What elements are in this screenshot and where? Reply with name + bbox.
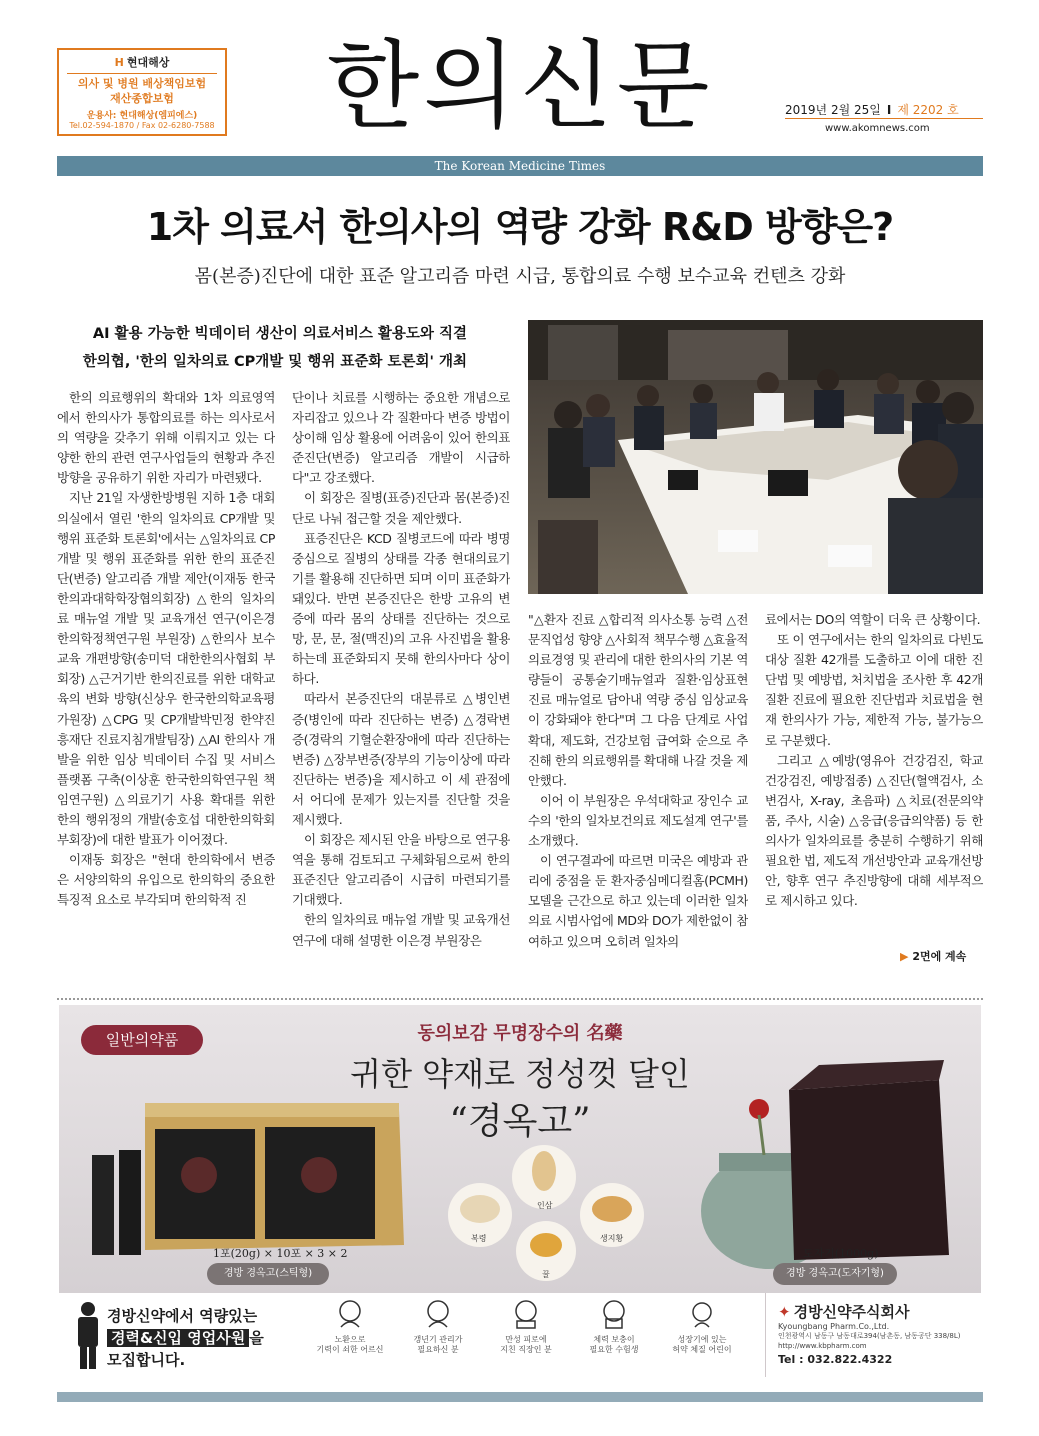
herb-label: 생지황 bbox=[600, 1234, 624, 1243]
paragraph: 료에서는 DO의 역할이 더욱 큰 상황이다. bbox=[765, 612, 981, 627]
paragraph: 한의 일차의료 매뉴얼 개발 및 교육개선 연구에 대해 설명한 이은경 부원장은 bbox=[292, 912, 510, 948]
paragraph: 한의 의료행위의 확대와 1차 의료영역에서 한의사가 통합의료를 하는 의사로서의 역량을 갖추기 위해 이뤄지고 있는 다양한 한의 관련 연구사업들의 현황과 추진 방향을 공유하기 위한 자리가 마련됐다. bbox=[57, 390, 275, 486]
issue-number: 제 2202 호 bbox=[897, 103, 959, 117]
stick-spec: 1포(20g) × 10포 × 3 × 2 bbox=[213, 1247, 348, 1260]
paragraph: 이재동 회장은 "현대 한의학에서 변증은 서양의학의 유입으로 한의학의 중요한 특징적 요소로 부각되며 한의학적 진 bbox=[57, 852, 275, 908]
target-caption: 갱년기 관리가 필요하신 분 bbox=[413, 1335, 463, 1354]
insurance-line1: 의사 및 병원 배상책임보험 bbox=[77, 77, 207, 90]
recruit-tail: 을 bbox=[249, 1329, 264, 1347]
target-office-worker bbox=[481, 1299, 571, 1355]
businessman-icon bbox=[73, 1301, 103, 1371]
website-link[interactable]: www.akomnews.com bbox=[825, 123, 930, 134]
article-subheadline: 몸(본증)진단에 대한 표준 알고리즘 마련 시급, 통합의료 수행 보수교육 컨텐츠 강화 bbox=[194, 266, 846, 287]
paragraph: 표증진단은 KCD 질병코드에 따라 병명중심으로 질병의 상태를 각종 현대의료기기를 활용해 진단하면 되며 이미 표준화가 돼있다. 반면 본증진단은 한방 고유의 변증에 따라 몸의 상태를 진단하는 것으로 망, 문, 문, 절(맥진)의 고유 사진법을 활용하는데 표준화되지 못해 한의사마다 상이하다. bbox=[292, 530, 510, 687]
target-elderly bbox=[305, 1299, 395, 1355]
paragraph: 또 이 연구에서는 한의 일차의료 다빈도 대상 질환 42개를 도출하고 이에 대한 진단법 및 예방법, 처치법을 조사한 후 42개 질환 진료에 필요한 진단법과 치료법을 현재 한의사가 가능, 제한적 가능, 불가능으로 구분했다. bbox=[765, 632, 983, 748]
paragraph: 그리고 △예방(영유아 건강검진, 학교 건강검진, 예방접종) △진단(혈액검사, 소변검사, X-ray, 초음파) △치료(전문의약품, 주사, 시술) △응급(응급의약품) 등 한의사가 일차의료를 충분히 수행하기 위해 필요한 법, 제도적 개선방안과 교육개선방안, 향후 연구 추진방향에 대해 세부적으로 제시하고 있다. bbox=[765, 752, 983, 909]
dark-gift-box-icon bbox=[789, 1080, 949, 1260]
deck-line-1: AI 활용 가능한 빅데이터 생산이 의료서비스 활용도와 직결 bbox=[92, 326, 467, 342]
article-column-1 bbox=[57, 388, 275, 978]
ad-product-name: “경옥고” bbox=[449, 1101, 591, 1142]
paragraph: 이 회장은 질병(표증)진단과 몸(본증)진단로 나눠 접근할 것을 제안했다. bbox=[292, 490, 510, 526]
insurance-line2: 재산종합보험 bbox=[110, 92, 174, 105]
herb-label: 인삼 bbox=[537, 1201, 553, 1210]
stick-sachet-icon bbox=[92, 1155, 114, 1255]
recruit-text bbox=[107, 1305, 264, 1371]
deck-line-2: 한의협, '한의 일차의료 CP개발 및 행위 표준화 토론회' 개최 bbox=[82, 354, 467, 370]
target-child bbox=[657, 1299, 747, 1355]
recruit-line-1: 경방신약에서 역량있는 bbox=[107, 1307, 258, 1325]
target-caption: 체력 보충이 필요한 수험생 bbox=[589, 1335, 639, 1354]
ad-tagline: 동의보감 무명장수의 名藥 bbox=[417, 1023, 623, 1044]
company-address: 인천광역시 남동구 남동대로394(남촌동, 남동공단 338/8L) bbox=[778, 1332, 961, 1340]
continued-label: 2면에 계속 bbox=[912, 950, 967, 963]
dateline-rule bbox=[785, 118, 983, 119]
recruit-banner[interactable] bbox=[59, 1293, 981, 1377]
medicine-advertisement[interactable] bbox=[59, 1005, 981, 1293]
paragraph: 지난 21일 자생한방병원 지하 1층 대회의실에서 열린 '한의 일차의료 CP개발 및 행위 표준화 토론회'에서는 △일차의료 CP개발 및 행위 표준화를 위한 한의 표준진단(변증) 알고리즘 개발 제안(이재동 한국한의과대학학장협의회장) △한의 일차의료 매뉴얼 개발 및 교육개선 연구(이은경 한의학정책연구원 부원장) △한의사 보수교육 개편방향(송미덕 대한한의사협회 부회장) △근거기반 한의진료를 위한 대학교육의 변화 방향(신상우 한국한의학교육평가원장) △CPG 및 CP개발박민정 한약진흥재단 진료지침개발팀장) △AI 한의사 개발을 위한 임상 빅데이터 수집 및 서비스 플랫폼 구축(이상훈 한국한의학연구원 책임연구원) △의료기기 사용 확대를 위한 한의 행위정의 개발(송호섭 대한한의학회 부회장)에 대한 발표가 이어졌다. bbox=[57, 490, 275, 848]
target-caption: 노환으로 기력이 쇠한 어르신 bbox=[316, 1335, 384, 1354]
recruit-highlight: 경력&신입 영업사원 bbox=[107, 1329, 249, 1347]
paragraph: 이어 이 부원장은 우석대학교 장인수 교수의 '한의 일차보건의료 제도설계 연구'를 소개했다. bbox=[528, 792, 748, 849]
target-caption: 만성 피로에 지친 직장인 분 bbox=[500, 1335, 552, 1354]
otc-badge: 일반의약품 bbox=[81, 1025, 203, 1055]
company-name: 경방신약주식회사 bbox=[793, 1303, 910, 1321]
issue-date: 2019년 2월 25일 bbox=[785, 103, 881, 117]
article-column-3 bbox=[528, 610, 748, 978]
student-icon bbox=[599, 1299, 629, 1329]
newspaper-title: 한의신문 bbox=[326, 30, 714, 142]
dateline bbox=[785, 101, 985, 118]
jar-product-label: 경방 경옥고(도자기형) bbox=[773, 1263, 897, 1285]
woman-icon bbox=[423, 1299, 453, 1329]
triangle-right-icon: ▶ bbox=[900, 950, 909, 963]
footer-bar bbox=[57, 1392, 983, 1402]
target-caption: 성장기에 있는 허약 체질 어린이 bbox=[672, 1335, 732, 1354]
insurance-brand: 현대해상 bbox=[126, 56, 170, 69]
ad-headline: 귀한 약재로 정성껏 달인 bbox=[350, 1055, 690, 1093]
conference-photo bbox=[528, 320, 983, 594]
target-student bbox=[569, 1299, 659, 1355]
english-name-bar: The Korean Medicine Times bbox=[57, 156, 983, 176]
article-deck bbox=[57, 320, 467, 376]
elderly-icon bbox=[335, 1299, 365, 1329]
article-headline: 1차 의료서 한의사의 역량 강화 R&D 방향은? bbox=[146, 205, 894, 249]
stick-sachet-icon bbox=[119, 1150, 141, 1255]
stick-product-label: 경방 경옥고(스틱형) bbox=[207, 1263, 329, 1285]
continued-link[interactable] bbox=[900, 948, 966, 964]
company-logo-icon: ✦ bbox=[778, 1303, 791, 1321]
child-icon bbox=[687, 1299, 717, 1329]
paragraph: 이 회장은 제시된 안을 바탕으로 연구용역을 통해 검토되고 구체화됨으로써 한의표준진단 알고리즘이 시급히 마련되기를 기대했다. bbox=[292, 832, 510, 908]
insurance-ad-box[interactable] bbox=[57, 48, 227, 136]
section-divider bbox=[57, 998, 983, 1000]
divider bbox=[67, 73, 217, 74]
company-info bbox=[765, 1293, 981, 1377]
paragraph: 따라서 본증진단의 대분류로 △병인변증(병인에 따라 진단하는 변증) △경락변증(경락의 기혈순환장애에 따라 진단하는 변증) △장부변증(장부의 기능이상에 따라 진단하는 변증)을 제시하고 이 세 관점에서 어디에 문제가 있는지를 진단할 것을 제시했다. bbox=[292, 691, 510, 827]
paragraph: "△환자 진료 △합리적 의사소통 능력 △전문직업성 향양 △사회적 책무수행 △효율적 의료경영 및 관리에 대한 한의사의 기본 역량들이 공통술기매뉴얼과 질환·임상표현 진료 매뉴얼로 담아내 역량 중심 임상교육이 강화돼야 한다"며 그 다음 단계로 사업확대, 제도화, 건강보험 급여화 순으로 추진해 한의 의료행위를 확대해 나갈 것을 제안했다. bbox=[528, 612, 748, 788]
office-worker-icon bbox=[511, 1299, 541, 1329]
herb-label: 꿀 bbox=[542, 1270, 550, 1279]
paragraph: 이 연구결과에 따르면 미국은 예방과 관리에 중점을 둔 환자중심메디컬홈(PCMH) 모델을 근간으로 하고 있는데 이러한 일차의료 시범사업에 MD와 DO가 제한없이 참여하고 있으며 오히려 일차의 bbox=[528, 853, 748, 949]
company-phone: Tel : 032.822.4322 bbox=[778, 1353, 893, 1366]
target-menopause bbox=[393, 1299, 483, 1355]
herb-label: 복령 bbox=[471, 1234, 487, 1243]
paragraph: 단이나 치료를 시행하는 중요한 개념으로 자리잡고 있으나 각 질환마다 변증 방법이 상이해 임상 활용에 어려움이 있어 한의표준진단(변증) 알고리즘 개발이 시급하다"고 강조했다. bbox=[292, 390, 510, 486]
insurance-line3: 운용사: 현대해상(엠피에스) bbox=[86, 111, 198, 121]
company-url[interactable]: http://www.kbpharm.com bbox=[778, 1342, 867, 1350]
hyundai-logo-icon: H bbox=[114, 56, 124, 69]
jar-spec: 도자기(1000g) bbox=[803, 1247, 879, 1260]
article-column-2 bbox=[292, 388, 510, 978]
conference-room-illustration bbox=[528, 320, 983, 594]
insurance-contact: Tel.02-594-1870 / Fax 02-6280-7588 bbox=[69, 121, 215, 130]
separator: I bbox=[886, 103, 892, 117]
recruit-line-3: 모집합니다. bbox=[107, 1351, 186, 1369]
company-english-name: Kyoungbang Pharm.Co.,Ltd. bbox=[778, 1322, 890, 1331]
article-column-4 bbox=[765, 610, 983, 940]
